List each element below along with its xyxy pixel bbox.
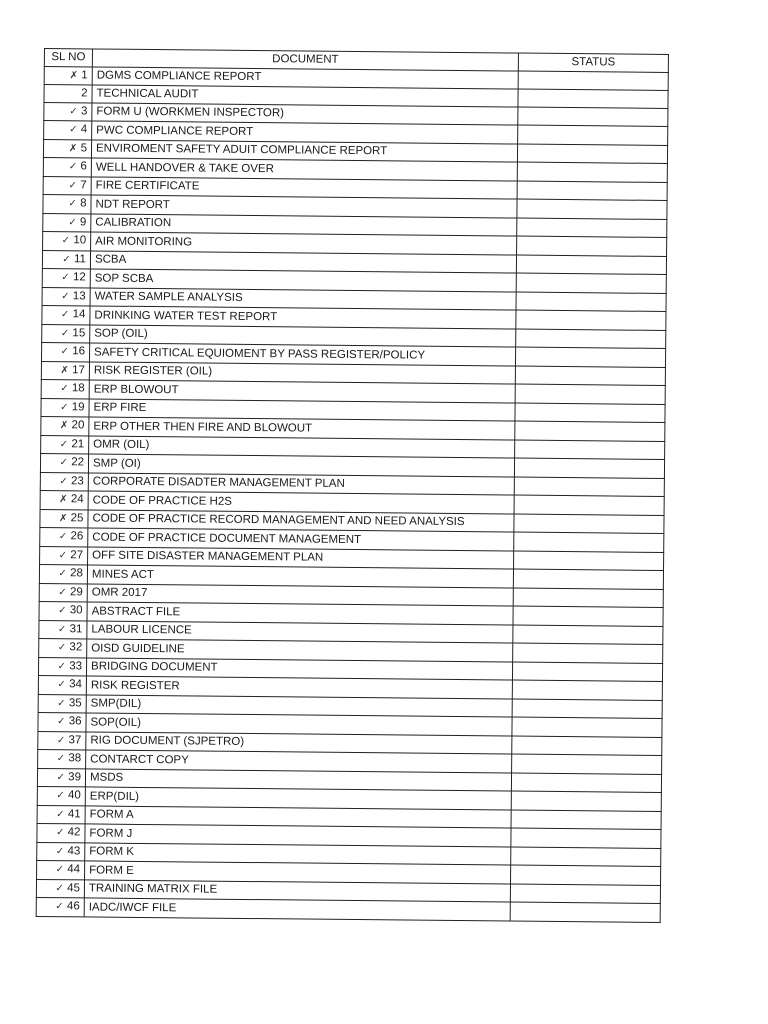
sl-no-value: 7: [80, 178, 87, 191]
document-name-cell: MINES ACT: [87, 565, 513, 588]
sl-no-cell: [42, 324, 90, 343]
status-cell: [511, 847, 661, 867]
sl-no-cell: [40, 453, 88, 472]
sl-no-cell: [41, 379, 89, 398]
document-name-cell: SAFETY CRITICAL EQUIOMENT BY PASS REGISTER/POLICY: [89, 343, 515, 366]
sl-no-value: 43: [67, 844, 81, 857]
status-cell: [516, 329, 666, 349]
check-mark-icon: ✓: [56, 734, 66, 746]
sl-no-cell: [40, 490, 88, 509]
sl-no-value: 12: [72, 271, 86, 284]
sl-no-value: 45: [67, 881, 80, 894]
cross-mark-icon: ✗: [69, 69, 79, 81]
document-name-cell: SOP SCBA: [90, 269, 516, 292]
document-name-cell: RISK REGISTER (OIL): [89, 361, 515, 384]
check-mark-icon: ✓: [57, 642, 67, 654]
document-name-cell: DGMS COMPLIANCE REPORT: [92, 66, 518, 89]
document-name-cell: DRINKING WATER TEST REPORT: [90, 306, 516, 329]
status-cell: [518, 71, 668, 91]
sl-no-cell: [42, 250, 90, 269]
check-mark-icon: ✓: [56, 771, 65, 783]
sl-no-cell: [41, 398, 89, 417]
sl-no-value: 1: [81, 68, 88, 81]
sl-no-value: 15: [72, 326, 86, 339]
sl-no-cell: [41, 435, 89, 454]
check-mark-icon: ✓: [56, 753, 66, 765]
sl-no-value: 40: [67, 789, 81, 802]
document-name-cell: IADC/IWCF FILE: [84, 898, 510, 921]
check-mark-icon: ✓: [57, 623, 67, 635]
check-mark-icon: ✓: [60, 383, 69, 395]
sl-no-value: 26: [70, 530, 84, 543]
sl-no-cell: [43, 194, 91, 213]
document-name-cell: FORM J: [85, 824, 511, 847]
document-checklist-table: [36, 48, 669, 922]
document-name-cell: OISD GUIDELINE: [87, 639, 513, 662]
status-cell: [510, 884, 660, 904]
check-mark-icon: ✓: [62, 253, 71, 265]
status-cell: [515, 384, 665, 404]
check-mark-icon: ✓: [69, 124, 78, 136]
status-cell: [514, 477, 664, 497]
check-mark-icon: ✓: [61, 272, 70, 284]
status-cell: [513, 569, 663, 589]
sl-no-cell: [38, 731, 86, 750]
status-cell: [517, 162, 667, 182]
sl-no-cell: [40, 546, 88, 565]
check-mark-icon: ✓: [55, 901, 64, 913]
document-name-cell: CONTARCT COPY: [86, 750, 512, 773]
status-cell: [517, 181, 667, 201]
check-mark-icon: ✓: [59, 475, 68, 487]
document-name-cell: WATER SAMPLE ANALYSIS: [90, 287, 516, 310]
document-name-cell: TECHNICAL AUDIT: [92, 85, 518, 107]
status-cell: [517, 218, 667, 238]
sl-no-cell: [38, 712, 86, 731]
sl-no-value: 27: [70, 548, 84, 561]
sl-no-value: 11: [73, 252, 87, 265]
check-mark-icon: ✓: [58, 568, 67, 580]
check-mark-icon: ✓: [60, 327, 70, 339]
sl-no-cell: [42, 268, 90, 287]
sl-no-cell: [43, 157, 91, 176]
document-name-cell: BRIDGING DOCUMENT: [86, 657, 512, 680]
sl-no-value: 9: [79, 215, 87, 228]
check-mark-icon: ✓: [59, 457, 68, 469]
status-cell: [513, 625, 663, 645]
document-name-cell: ERP OTHER THEN FIRE AND BLOWOUT: [89, 417, 515, 440]
check-mark-icon: ✓: [57, 697, 66, 709]
document-name-cell: ERP(DIL): [85, 787, 511, 810]
status-cell: [511, 791, 661, 811]
status-cell: [515, 366, 665, 386]
check-mark-icon: ✓: [55, 827, 65, 839]
check-mark-icon: ✓: [58, 605, 67, 617]
status-cell: [513, 606, 663, 626]
document-name-cell: FORM U (WORKMEN INSPECTOR): [92, 102, 518, 125]
status-cell: [517, 144, 667, 164]
sl-no-value: 28: [70, 567, 84, 580]
sl-no-value: 23: [70, 474, 84, 487]
sl-no-value: 39: [68, 770, 82, 783]
sl-no-cell: [37, 842, 85, 861]
document-name-cell: ERP BLOWOUT: [89, 380, 515, 403]
status-cell: [518, 107, 668, 127]
sl-no-value: 22: [71, 456, 85, 469]
sl-no-cell: [36, 879, 84, 898]
sl-no-cell: [39, 620, 87, 639]
document-name-cell: RISK REGISTER: [86, 676, 512, 699]
sl-no-value: 29: [69, 585, 83, 598]
check-mark-icon: ✓: [59, 438, 69, 450]
sl-no-cell: [43, 231, 91, 250]
sl-no-value: 36: [68, 715, 82, 728]
sl-no-cell: [44, 102, 92, 121]
sl-no-cell: [40, 527, 88, 546]
status-cell: [514, 495, 664, 515]
document-name-cell: FORM E: [85, 861, 511, 884]
sl-no-value: 2: [81, 87, 88, 100]
sl-no-value: 6: [80, 160, 87, 173]
document-name-cell: FIRE CERTIFICATE: [91, 176, 517, 199]
document-name-cell: OFF SITE DISASTER MANAGEMENT PLAN: [88, 546, 514, 569]
check-mark-icon: ✓: [55, 882, 64, 894]
status-cell: [515, 347, 665, 367]
status-cell: [511, 865, 661, 885]
check-mark-icon: ✓: [61, 235, 71, 247]
check-mark-icon: ✓: [68, 179, 78, 191]
cross-mark-icon: ✗: [68, 142, 78, 154]
sl-no-value: 8: [80, 197, 87, 210]
sl-no-cell: [37, 823, 85, 842]
status-cell: [516, 292, 666, 312]
check-mark-icon: ✓: [60, 346, 70, 358]
status-cell: [514, 551, 664, 571]
status-cell: [514, 532, 664, 552]
sl-no-value: 31: [69, 622, 83, 635]
status-cell: [512, 736, 662, 756]
sl-no-cell: [43, 213, 91, 232]
check-mark-icon: ✓: [58, 586, 67, 598]
document-name-cell: LABOUR LICENCE: [87, 620, 513, 643]
header-document: DOCUMENT: [92, 49, 518, 71]
sl-no-cell: [39, 583, 87, 602]
status-cell: [512, 662, 662, 682]
sl-no-value: 32: [69, 641, 83, 654]
document-name-cell: CODE OF PRACTICE H2S: [88, 491, 514, 514]
status-cell: [511, 810, 661, 830]
status-cell: [512, 754, 662, 774]
sl-no-cell: [43, 176, 91, 195]
status-cell: [515, 440, 665, 460]
status-cell: [518, 89, 668, 108]
sl-no-value: 35: [68, 696, 82, 709]
sl-no-value: 16: [72, 345, 86, 358]
status-cell: [513, 588, 663, 608]
sl-no-value: 19: [71, 400, 85, 413]
document-name-cell: WELL HANDOVER & TAKE OVER: [91, 158, 517, 181]
document-name-cell: TRAINING MATRIX FILE: [84, 879, 510, 902]
sl-no-cell: [41, 361, 89, 380]
sl-no-value: 42: [67, 826, 81, 839]
cross-mark-icon: ✗: [60, 364, 69, 376]
status-cell: [515, 403, 665, 423]
status-cell: [517, 236, 667, 256]
sl-no-value: 20: [71, 419, 85, 432]
document-name-cell: ERP FIRE: [89, 398, 515, 421]
document-name-cell: ABSTRACT FILE: [87, 602, 513, 625]
status-cell: [516, 273, 666, 293]
status-cell: [514, 458, 664, 478]
sl-no-value: 13: [72, 289, 86, 302]
document-name-cell: AIR MONITORING: [91, 232, 517, 255]
document-name-cell: NDT REPORT: [91, 195, 517, 218]
status-cell: [511, 773, 661, 793]
sl-no-value: 44: [67, 863, 81, 876]
sl-no-value: 21: [71, 437, 85, 450]
document-name-cell: PWC COMPLIANCE REPORT: [92, 121, 518, 144]
sl-no-value: 34: [69, 678, 82, 691]
sl-no-value: 33: [69, 659, 83, 672]
cross-mark-icon: ✗: [59, 494, 68, 506]
check-mark-icon: ✓: [69, 105, 78, 117]
document-name-cell: MSDS: [85, 768, 511, 791]
cross-mark-icon: ✗: [58, 512, 68, 524]
check-mark-icon: ✓: [56, 716, 66, 728]
check-mark-icon: ✓: [68, 216, 77, 228]
check-mark-icon: ✓: [68, 161, 78, 173]
document-name-cell: SMP(DIL): [86, 694, 512, 717]
sl-no-cell: [38, 694, 86, 713]
sl-no-cell: [41, 342, 89, 361]
document-name-cell: SCBA: [90, 250, 516, 273]
sl-no-cell: [40, 472, 88, 491]
status-cell: [514, 514, 664, 534]
check-mark-icon: ✓: [68, 198, 77, 210]
sl-no-cell: [43, 139, 91, 158]
status-cell: [512, 680, 662, 700]
sl-no-value: 17: [72, 363, 85, 376]
document-name-cell: CORPORATE DISADTER MANAGEMENT PLAN: [88, 472, 514, 495]
check-mark-icon: ✓: [58, 531, 68, 543]
status-cell: [517, 199, 667, 219]
check-mark-icon: ✓: [60, 309, 70, 321]
status-cell: [512, 699, 662, 719]
sl-no-cell: [37, 860, 85, 879]
check-mark-icon: ✓: [60, 401, 69, 413]
document-name-cell: CALIBRATION: [91, 213, 517, 236]
sl-no-cell: [38, 657, 86, 676]
sl-no-value: 18: [71, 382, 85, 395]
sl-no-cell: [44, 121, 92, 140]
status-cell: [518, 125, 668, 145]
sl-no-value: 4: [80, 123, 88, 136]
document-name-cell: OMR 2017: [87, 583, 513, 606]
sl-no-value: 25: [70, 511, 84, 524]
sl-no-cell: [37, 768, 85, 787]
document-checklist-sheet: [36, 48, 668, 922]
sl-no-value: 41: [67, 807, 81, 820]
sl-no-value: 10: [73, 234, 87, 247]
sl-no-cell: [44, 66, 92, 85]
sl-no-cell: [41, 416, 89, 435]
sl-no-cell: [37, 786, 85, 805]
document-name-cell: SOP (OIL): [90, 324, 516, 347]
sl-no-cell: [42, 305, 90, 324]
sl-no-cell: [39, 638, 87, 657]
check-mark-icon: ✓: [61, 290, 70, 302]
check-mark-icon: ✓: [55, 864, 65, 876]
status-cell: [511, 828, 661, 848]
sl-no-value: 46: [66, 900, 80, 913]
sl-no-cell: [38, 749, 86, 768]
header-status: STATUS: [518, 53, 668, 72]
status-cell: [516, 310, 666, 330]
status-cell: [515, 421, 665, 441]
sl-no-value: 5: [80, 141, 88, 154]
document-name-cell: CODE OF PRACTICE RECORD MANAGEMENT AND NEED ANALYSIS: [88, 509, 514, 532]
sl-no-cell: [39, 564, 87, 583]
sl-no-cell: [44, 85, 92, 103]
sl-no-value: 24: [70, 493, 84, 506]
document-name-cell: CODE OF PRACTICE DOCUMENT MANAGEMENT: [88, 528, 514, 551]
document-name-cell: ENVIROMENT SAFETY ADUIT COMPLIANCE REPORT: [91, 139, 517, 162]
check-mark-icon: ✓: [56, 790, 65, 802]
status-cell: [516, 255, 666, 275]
document-name-cell: OMR (OIL): [89, 435, 515, 458]
table-body: [36, 66, 668, 922]
status-cell: [513, 643, 663, 663]
check-mark-icon: ✓: [57, 660, 67, 672]
sl-no-cell: [40, 509, 88, 528]
sl-no-cell: [36, 897, 84, 916]
check-mark-icon: ✓: [58, 549, 68, 561]
sl-no-value: 30: [69, 604, 83, 617]
document-name-cell: FORM A: [85, 805, 511, 828]
check-mark-icon: ✓: [57, 679, 66, 691]
header-sl-no: SL NO: [44, 49, 92, 67]
status-cell: [512, 717, 662, 737]
sl-no-value: 38: [68, 752, 82, 765]
sl-no-value: 37: [68, 733, 82, 746]
cross-mark-icon: ✗: [59, 420, 69, 432]
sl-no-cell: [42, 287, 90, 306]
status-cell: [510, 902, 660, 922]
sl-no-cell: [39, 601, 87, 620]
sl-no-value: 3: [80, 104, 88, 117]
check-mark-icon: ✓: [56, 808, 65, 820]
check-mark-icon: ✓: [55, 845, 65, 857]
sl-no-cell: [38, 675, 86, 694]
document-name-cell: FORM K: [85, 842, 511, 865]
document-name-cell: SMP (OI): [88, 454, 514, 477]
document-name-cell: SOP(OIL): [86, 713, 512, 736]
sl-no-value: 14: [72, 308, 86, 321]
sl-no-cell: [37, 805, 85, 824]
document-name-cell: RIG DOCUMENT (SJPETRO): [86, 731, 512, 754]
